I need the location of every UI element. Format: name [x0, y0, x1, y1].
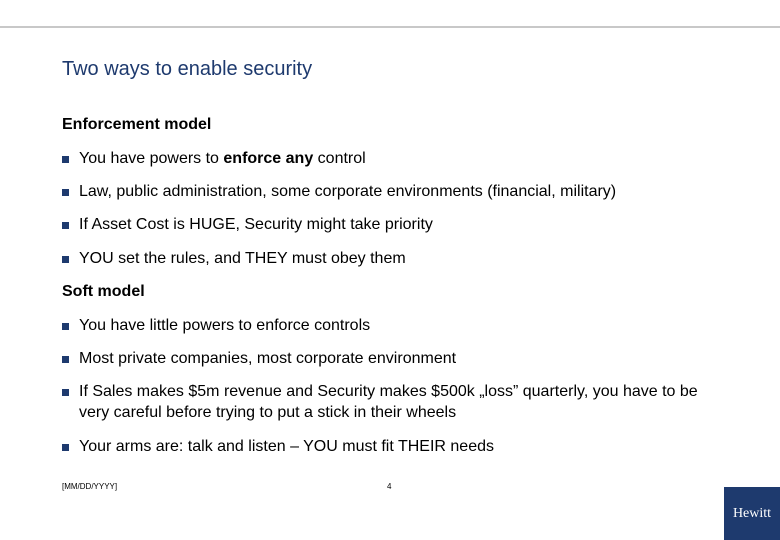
bullet-bold-text: enforce any — [223, 150, 314, 167]
bullet-text: If Asset Cost is HUGE, Security might take priority — [79, 216, 433, 233]
footer-date: [MM/DD/YYYY] — [62, 482, 118, 491]
bullet-text: You have little powers to enforce controls — [79, 317, 371, 334]
bullet-square-icon — [62, 156, 69, 163]
bullet-item — [62, 214, 722, 235]
bullet-text: If Sales makes $5m revenue and Security makes $500k „loss” quarterly, you have to be very careful before trying to put a stick in their wheels — [79, 383, 698, 421]
bullet-text: YOU set the rules, and THEY must obey them — [79, 250, 406, 267]
bullet-item — [62, 248, 722, 269]
slide-title: Two ways to enable security — [62, 58, 313, 80]
bullet-square-icon — [62, 444, 69, 451]
section-heading-enforcement: Enforcement model — [62, 116, 212, 133]
bullet-square-icon — [62, 356, 69, 363]
top-divider — [0, 26, 780, 28]
bullet-square-icon — [62, 189, 69, 196]
bullet-item — [62, 148, 722, 169]
bullet-item — [62, 381, 722, 423]
bullet-item — [62, 436, 722, 457]
hewitt-logo — [724, 487, 780, 540]
bullet-item — [62, 348, 722, 369]
section-heading-soft: Soft model — [62, 283, 145, 300]
bullet-item — [62, 181, 722, 202]
bullet-text: Law, public administration, some corporate environments (financial, military) — [79, 183, 617, 200]
logo-text: Hewitt — [732, 505, 772, 521]
bullet-text: Most private companies, most corporate environment — [79, 350, 457, 367]
bullet-square-icon — [62, 256, 69, 263]
bullet-square-icon — [62, 389, 69, 396]
bullet-square-icon — [62, 222, 69, 229]
bullet-item — [62, 315, 722, 336]
bullet-square-icon — [62, 323, 69, 330]
page-number: 4 — [387, 482, 392, 491]
bullet-text: Your arms are: talk and listen – YOU must fit THEIR needs — [79, 438, 494, 455]
bullet-text: You have powers to enforce any control — [79, 150, 366, 167]
